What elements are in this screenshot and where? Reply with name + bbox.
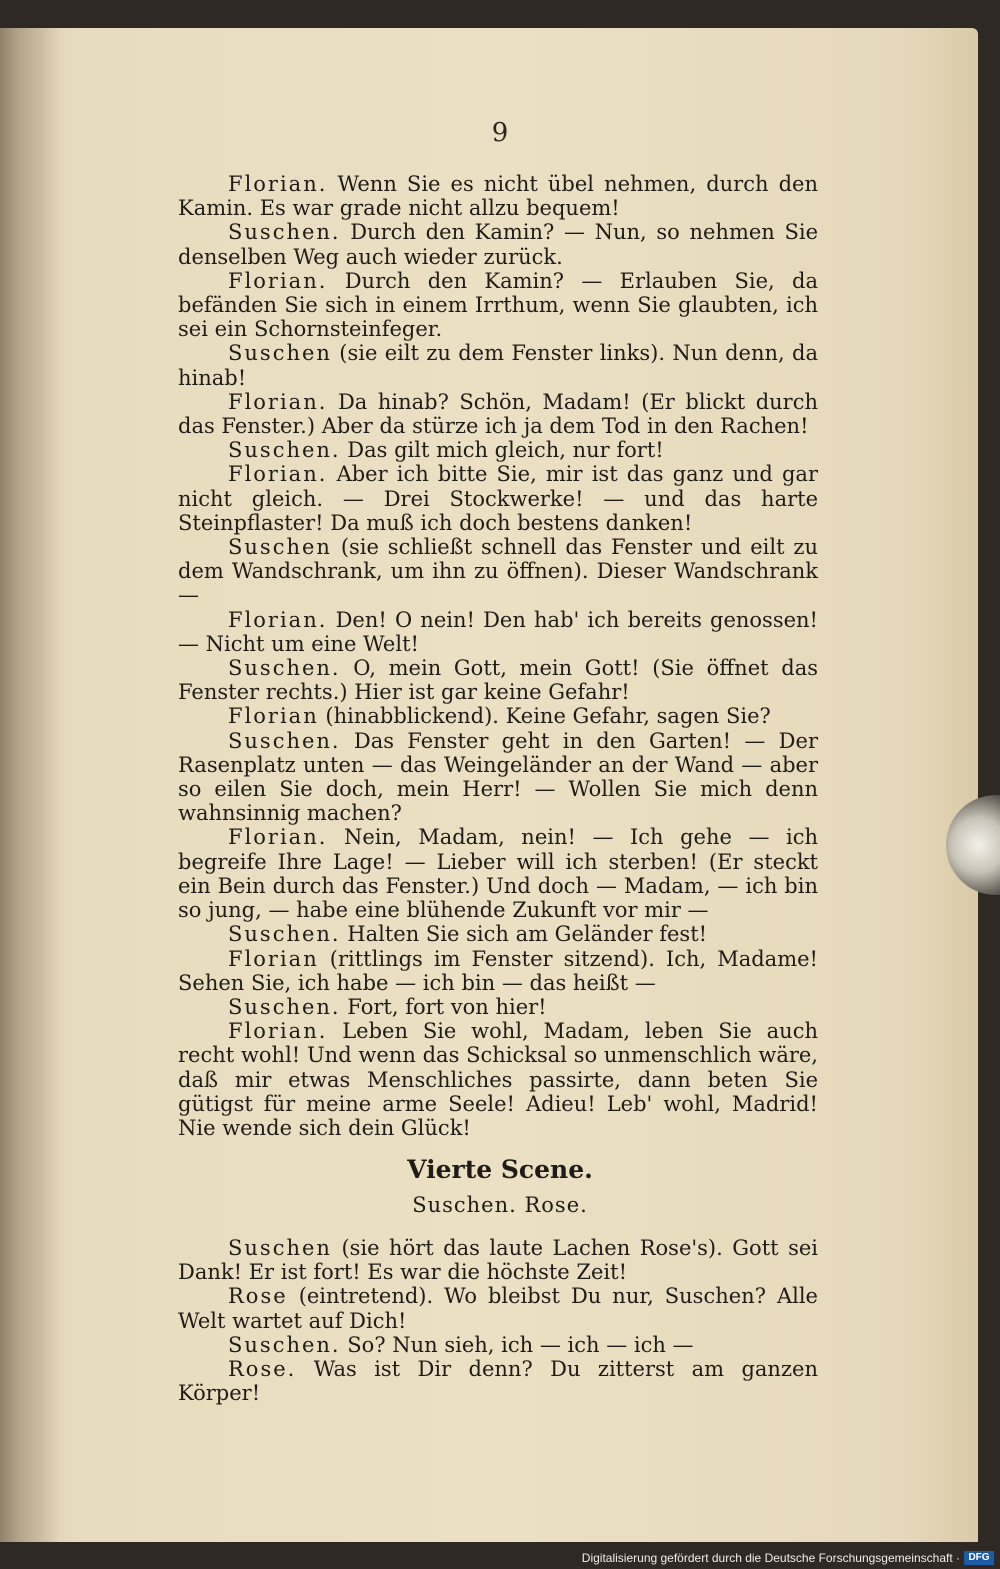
- speaker-name: Florian: [228, 946, 319, 971]
- dialogue-paragraph: [178, 947, 818, 995]
- speech-text: (sie hört das laute Lachen Rose's). Gott sei Dank! Er ist fort! Es war die höchste Zeit!: [178, 1236, 818, 1285]
- speech-text: Aber ich bitte Sie, mir ist das ganz und gar nicht gleich. — Drei Stockwerke! — und das harte Steinpflaster! Da muß ich doch bestens danken!: [178, 462, 818, 535]
- speaker-name: Suschen.: [228, 656, 341, 681]
- speech-text: (sie schließt schnell das Fenster und eilt zu dem Wandschrank, um ihn zu öffnen). Dieser Wandschrank —: [178, 535, 818, 608]
- speech-text: Was ist Dir denn? Du zitterst am ganzen Körper!: [178, 1357, 818, 1406]
- speaker-name: Suschen.: [228, 438, 341, 463]
- speaker-name: Suschen: [228, 341, 332, 366]
- scene-heading: Vierte Scene.: [407, 1155, 593, 1184]
- dialogue-paragraph: [178, 462, 818, 535]
- speech-text: (eintretend). Wo bleibst Du nur, Suschen? Alle Welt wartet auf Dich!: [178, 1284, 818, 1333]
- dialogue-paragraph: [178, 1333, 818, 1357]
- speaker-name: Suschen.: [228, 728, 341, 753]
- speech-text: Durch den Kamin? — Nun, so nehmen Sie denselben Weg auch wieder zurück.: [178, 220, 818, 269]
- speaker-name: Florian.: [228, 607, 328, 632]
- speech-text: Wenn Sie es nicht übel nehmen, durch den Kamin. Es war grade nicht allzu bequem!: [178, 172, 818, 221]
- speech-text: Durch den Kamin? — Erlauben Sie, da befänden Sie sich in einem Irrthum, wenn Sie glaubten, ich sei ein Schornsteinfeger.: [178, 268, 818, 342]
- speech-text: Leben Sie wohl, Madam, leben Sie auch recht wohl! Und wenn das Schicksal so unmenschlich wäre, daß mir etwas Menschliches passirte, dann beten Sie gütigst für meine arme Seele! Adieu! Leb' wohl, Madrid! Nie wende sich dein Glück!: [178, 1019, 818, 1140]
- dialogue-paragraph: [178, 390, 818, 438]
- dialogue-paragraph: [178, 729, 818, 826]
- speech-text: Den! O nein! Den hab' ich bereits genossen! — Nicht um eine Welt!: [178, 607, 818, 656]
- speaker-name: Florian.: [228, 825, 328, 850]
- speaker-name: Florian: [228, 704, 319, 729]
- speaker-name: Suschen.: [228, 922, 341, 947]
- speaker-name: Rose.: [228, 1357, 297, 1382]
- speech-text: Nein, Madam, nein! — Ich gehe — ich begreife Ihre Lage! — Lieber will ich sterben! (Er steckt ein Bein durch das Fenster.) Und doch — Madam, — ich bin so jung, — habe eine blühende Zukunft vor mir —: [178, 825, 818, 923]
- speech-text: O, mein Gott, mein Gott! (Sie öffnet das Fenster rechts.) Hier ist gar keine Gefahr!: [178, 656, 818, 705]
- page-number: 9: [491, 118, 509, 148]
- speaker-name: Suschen.: [228, 1332, 341, 1357]
- dialogue-paragraph: [178, 1284, 818, 1332]
- digitization-credit: Digitalisierung gefördert durch die Deutsche Forschungsgemeinschaft ·: [581, 1551, 960, 1565]
- dialogue-paragraph: [178, 1357, 818, 1405]
- speaker-name: Florian.: [228, 462, 328, 487]
- speech-text: (rittlings im Fenster sitzend). Ich, Madame! Sehen Sie, ich habe — ich bin — das heißt —: [178, 946, 818, 995]
- dialogue-paragraph: [178, 995, 818, 1019]
- dialogue-block-scene-4: [178, 1236, 818, 1405]
- dfg-logo: DFG: [964, 1551, 994, 1565]
- speech-text: Fort, fort von hier!: [347, 994, 547, 1019]
- dialogue-paragraph: [178, 341, 818, 389]
- dialogue-paragraph: [178, 1236, 818, 1284]
- speaker-name: Rose: [228, 1284, 288, 1309]
- speaker-name: Suschen.: [228, 220, 341, 245]
- speaker-name: Suschen: [228, 1236, 332, 1260]
- page-gutter-shadow: [0, 28, 60, 1542]
- dialogue-paragraph: [178, 438, 818, 462]
- scene-cast-list: Suschen. Rose.: [412, 1193, 588, 1217]
- dialogue-paragraph: [178, 220, 818, 268]
- dialogue-paragraph: [178, 535, 818, 608]
- speech-text: Das Fenster geht in den Garten! — Der Rasenplatz unten — das Weingeländer an der Wand — aber so eilen Sie doch, mein Herr! — Wollen Sie mich denn wahnsinnig machen?: [178, 728, 818, 826]
- dialogue-paragraph: [178, 1019, 818, 1140]
- speech-text: Halten Sie sich am Geländer fest!: [347, 922, 708, 947]
- dialogue-paragraph: [178, 608, 818, 656]
- dialogue-paragraph: [178, 922, 818, 946]
- speech-text: So? Nun sieh, ich — ich — ich —: [347, 1332, 694, 1357]
- speaker-name: Florian.: [228, 1019, 328, 1044]
- speech-text: Da hinab? Schön, Madam! (Er blickt durch das Fenster.) Aber da stürze ich ja dem Tod in den Rachen!: [178, 389, 818, 439]
- speaker-name: Florian.: [228, 389, 328, 414]
- dialogue-paragraph: [178, 656, 818, 704]
- dialogue-paragraph: [178, 825, 818, 922]
- speaker-name: Suschen.: [228, 994, 341, 1019]
- speech-text: (sie eilt zu dem Fenster links). Nun denn, da hinab!: [178, 341, 818, 390]
- speech-text: (hinabblickend). Keine Gefahr, sagen Sie?: [325, 704, 771, 729]
- speaker-name: Florian.: [228, 172, 328, 196]
- speech-text: Das gilt mich gleich, nur fort!: [347, 438, 664, 463]
- dialogue-block: [178, 172, 818, 1140]
- dialogue-paragraph: [178, 704, 818, 728]
- dialogue-paragraph: [178, 172, 818, 220]
- speaker-name: Florian.: [228, 268, 328, 293]
- speaker-name: Suschen: [228, 535, 332, 560]
- dialogue-paragraph: [178, 269, 818, 342]
